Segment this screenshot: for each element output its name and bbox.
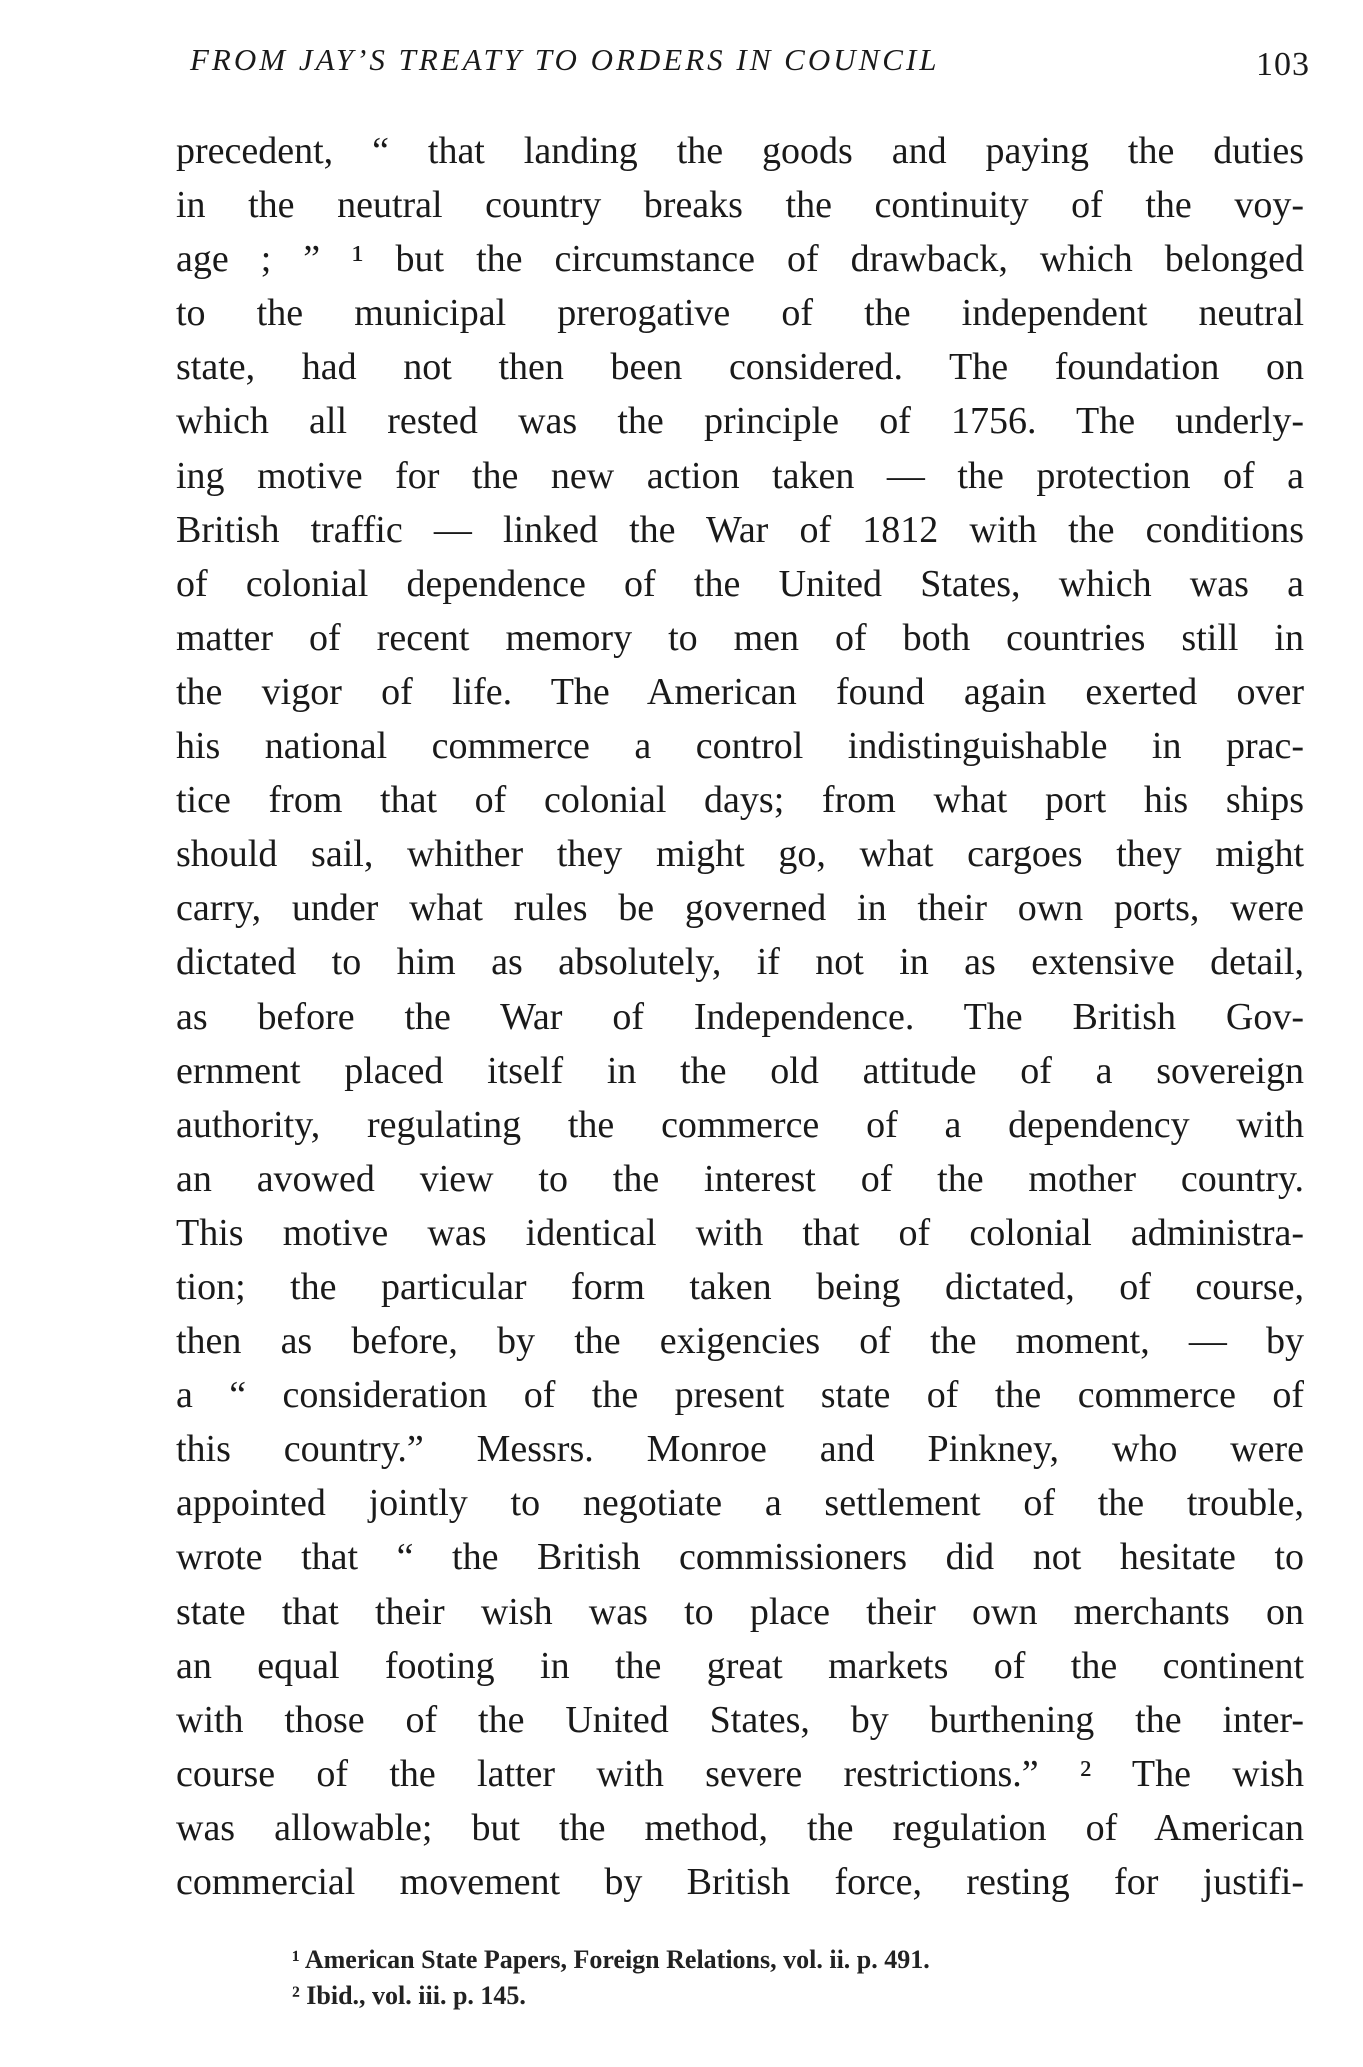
footnotes [292, 1942, 1192, 2014]
footnote-2: ² Ibid., vol. iii. p. 145. [292, 1981, 526, 2010]
text-line: then as before, by the exigencies of the moment, — by [176, 1320, 1304, 1363]
text-line: of colonial dependence of the United States, which was a [176, 562, 1304, 605]
text-line: British traffic — linked the War of 1812 with the conditions [176, 508, 1304, 551]
text-line: his national commerce a control indistinguishable in prac- [176, 725, 1304, 768]
text-line: which all rested was the principle of 1756. The underly- [176, 400, 1304, 443]
text-line: ernment placed itself in the old attitude of a sovereign [176, 1049, 1304, 1092]
footnote-1: ¹ American State Papers, Foreign Relations, vol. ii. p. 491. [292, 1945, 930, 1974]
text-line: an equal footing in the great markets of the continent [176, 1644, 1304, 1687]
running-title: FROM JAY’S TREATY TO ORDERS IN COUNCIL [190, 42, 940, 77]
text-line: tion; the particular form taken being dictated, of course, [176, 1265, 1304, 1308]
text-line: a “ consideration of the present state of the commerce of [176, 1374, 1304, 1417]
text-line: an avowed view to the interest of the mother country. [176, 1157, 1304, 1200]
running-header [190, 42, 1310, 92]
text-line: age ; ” ¹ but the circumstance of drawback, which belonged [176, 238, 1304, 281]
text-line: dictated to him as absolutely, if not in as extensive detail, [176, 941, 1304, 984]
text-line: state that their wish was to place their own merchants on [176, 1590, 1304, 1633]
text-line: precedent, “ that landing the goods and paying the duties [176, 130, 1304, 172]
page-number: 103 [1256, 46, 1310, 83]
text-line: authority, regulating the commerce of a dependency with [176, 1103, 1304, 1146]
text-line: wrote that “ the British commissioners did not hesitate to [176, 1536, 1304, 1579]
text-line: tice from that of colonial days; from what port his ships [176, 779, 1304, 822]
body-text [176, 124, 1304, 1909]
text-line: in the neutral country breaks the continuity of the voy- [176, 184, 1304, 227]
text-line: should sail, whither they might go, what cargoes they might [176, 833, 1304, 876]
text-line: this country.” Messrs. Monroe and Pinkney, who were [176, 1428, 1304, 1471]
text-line: appointed jointly to negotiate a settlement of the trouble, [176, 1482, 1304, 1525]
text-line: as before the War of Independence. The British Gov- [176, 995, 1304, 1038]
text-line: course of the latter with severe restrictions.” ² The wish [176, 1752, 1304, 1795]
text-line: with those of the United States, by burthening the inter- [176, 1698, 1304, 1741]
text-line: matter of recent memory to men of both countries still in [176, 616, 1304, 659]
text-line: commercial movement by British force, resting for justifi- [176, 1861, 1304, 1903]
text-line: to the municipal prerogative of the independent neutral [176, 292, 1304, 335]
text-line: This motive was identical with that of colonial administra- [176, 1211, 1304, 1254]
text-line: ing motive for the new action taken — the protection of a [176, 454, 1304, 497]
text-line: carry, under what rules be governed in their own ports, were [176, 887, 1304, 930]
text-line: was allowable; but the method, the regulation of American [176, 1806, 1304, 1849]
text-line: the vigor of life. The American found again exerted over [176, 670, 1304, 713]
text-line: state, had not then been considered. The foundation on [176, 346, 1304, 389]
